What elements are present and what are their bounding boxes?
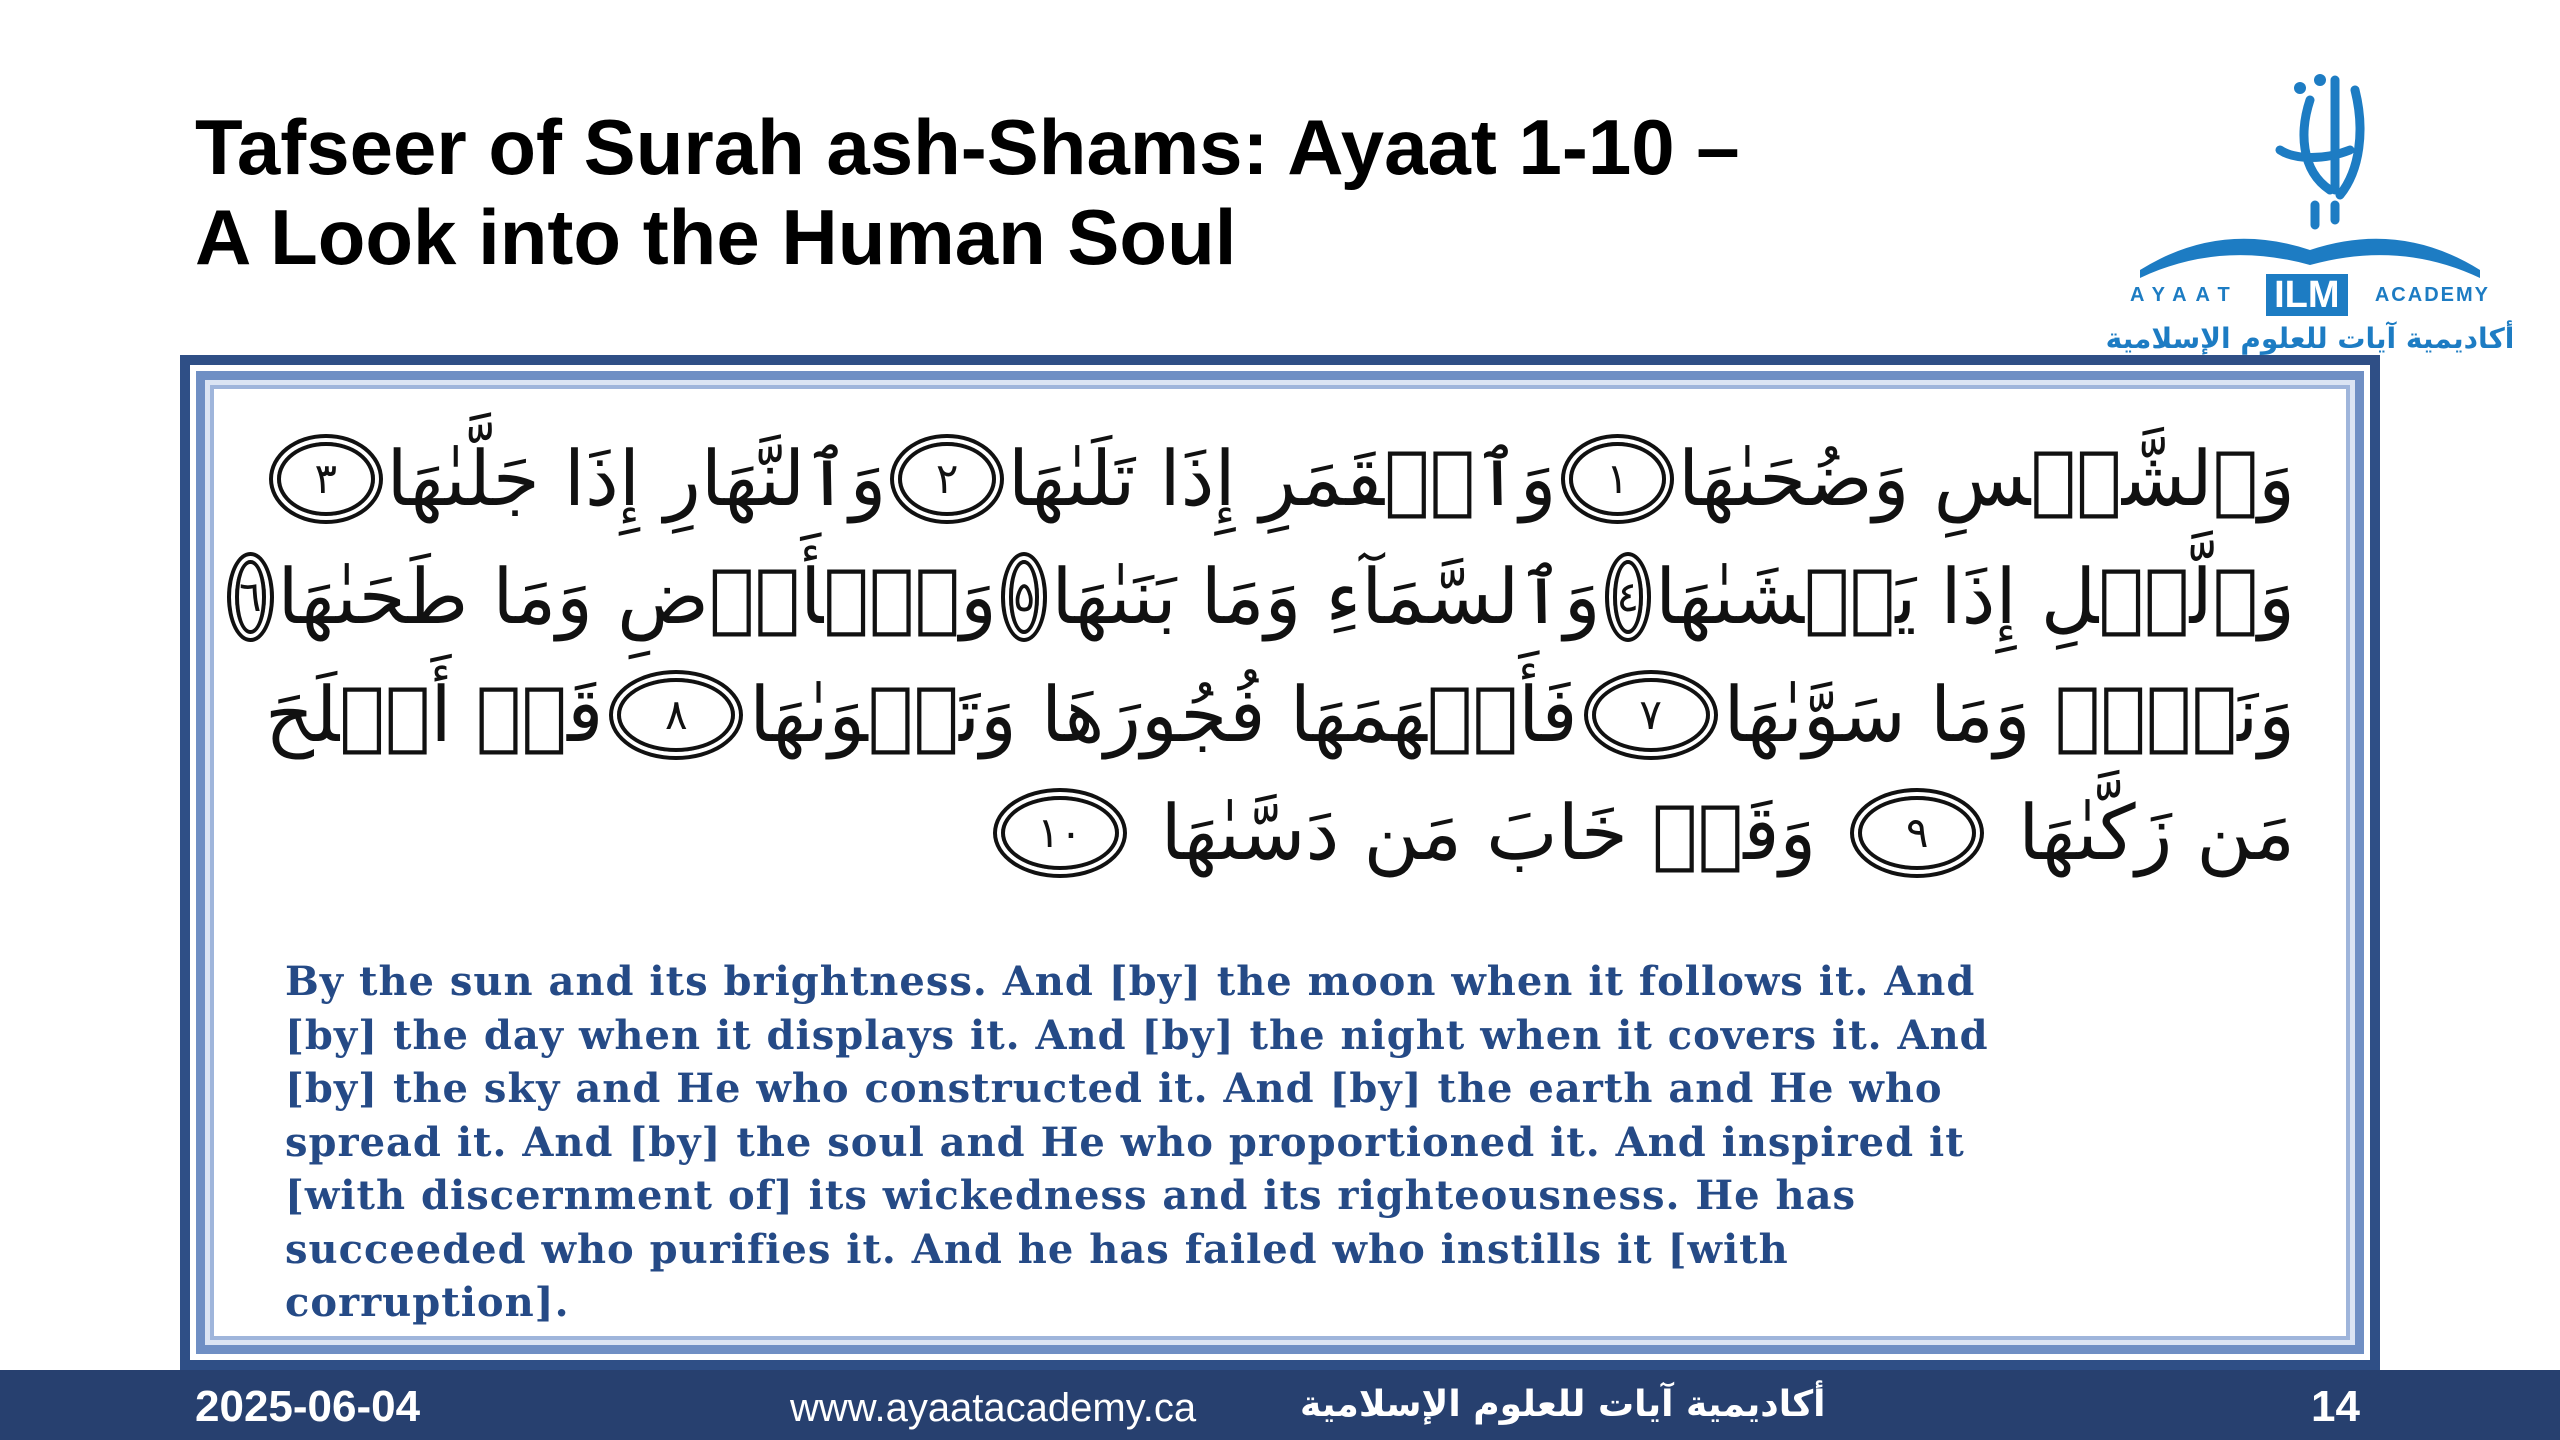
- calligraphy-logo-icon: [2240, 70, 2390, 230]
- footer-date: 2025-06-04: [195, 1382, 421, 1431]
- translation-line: [by] the day when it displays it. And [by] the night when it covers it. And: [285, 1011, 1989, 1059]
- verse-number-marker: ٥: [1009, 560, 1040, 634]
- verse-number-marker: ٢: [898, 442, 996, 516]
- verse-text: فَأَلۡهَمَهَا فُجُورَهَا وَتَقۡوَىٰهَا: [749, 670, 1578, 759]
- slide-title: [195, 102, 1945, 282]
- verse-number-marker: ٨: [617, 678, 735, 752]
- page-number: 14: [2311, 1382, 2360, 1431]
- verse-panel: [180, 355, 2380, 1370]
- verse-line: [238, 538, 2295, 656]
- translation-line: corruption].: [285, 1279, 570, 1326]
- footer-url[interactable]: www.ayaatacademy.ca: [790, 1386, 1197, 1430]
- verse-text: قَدۡ أَفۡلَحَ: [265, 670, 604, 759]
- english-translation: [285, 955, 2305, 1330]
- verse-number-marker: ٦: [235, 560, 266, 634]
- footer-arabic-name: أكاديمية آيات للعلوم الإسلامية: [1300, 1384, 1826, 1425]
- verse-number-marker: ١: [1569, 442, 1667, 516]
- ayaat-ilm-academy-logo: [2100, 60, 2520, 360]
- slide-footer: [0, 1370, 2560, 1440]
- verse-number-marker: ٩: [1858, 796, 1976, 870]
- verse-line: [265, 774, 2295, 892]
- verse-line: [265, 656, 2295, 774]
- translation-line: spread it. And [by] the soul and He who proportioned it. And inspired it: [285, 1118, 1965, 1166]
- verse-text: وَٱلۡقَمَرِ إِذَا تَلَىٰهَا: [1007, 434, 1557, 523]
- translation-line: succeeded who purifies it. And he has failed who instills it [with: [285, 1225, 1789, 1273]
- arabic-verses: [238, 420, 2295, 892]
- logo-brand-center: ILM: [2266, 274, 2347, 316]
- verse-text: وَٱلشَّمۡسِ وَضُحَىٰهَا: [1678, 434, 2295, 523]
- slide-title-line-2: A Look into the Human Soul: [195, 193, 1237, 281]
- translation-line: [with discernment of] its wickedness and its righteousness. He has: [285, 1172, 1857, 1219]
- verse-text: مَن زَكَّىٰهَا: [2018, 788, 2295, 877]
- translation-line: [by] the sky and He who constructed it. And [by] the earth and He who: [285, 1065, 1943, 1112]
- logo-brand-left: AYAAT: [2130, 283, 2239, 306]
- verse-number-marker: ٣: [277, 442, 375, 516]
- logo-brand: [2130, 272, 2490, 318]
- verse-text: وَنَفۡسٖ وَمَا سَوَّىٰهَا: [1723, 670, 2295, 759]
- translation-line: By the sun and its brightness. And [by] the moon when it follows it. And: [285, 958, 1976, 1005]
- verse-text: وَٱلَّيۡلِ إِذَا يَغۡشَىٰهَا: [1655, 552, 2295, 641]
- verse-text: وَقَدۡ خَابَ مَن دَسَّىٰهَا: [1160, 788, 1817, 877]
- verse-number-marker: ١٠: [1001, 796, 1119, 870]
- verse-line: [265, 420, 2295, 538]
- verse-text: وَٱلۡأَرۡضِ وَمَا طَحَىٰهَا: [277, 552, 997, 641]
- verse-text: وَٱلسَّمَآءِ وَمَا بَنَىٰهَا: [1051, 552, 1601, 641]
- logo-brand-right: ACADEMY: [2374, 283, 2490, 306]
- verse-number-marker: ٧: [1592, 678, 1710, 752]
- logo-arabic-name: أكاديمية آيات للعلوم الإسلامية: [2105, 322, 2515, 355]
- verse-text: وَٱلنَّهَارِ إِذَا جَلَّىٰهَا: [386, 434, 887, 523]
- slide-title-line-1: Tafseer of Surah ash-Shams: Ayaat 1-10 –: [195, 103, 1740, 191]
- open-book-icon: [2130, 210, 2490, 280]
- verse-number-marker: ٤: [1613, 560, 1644, 634]
